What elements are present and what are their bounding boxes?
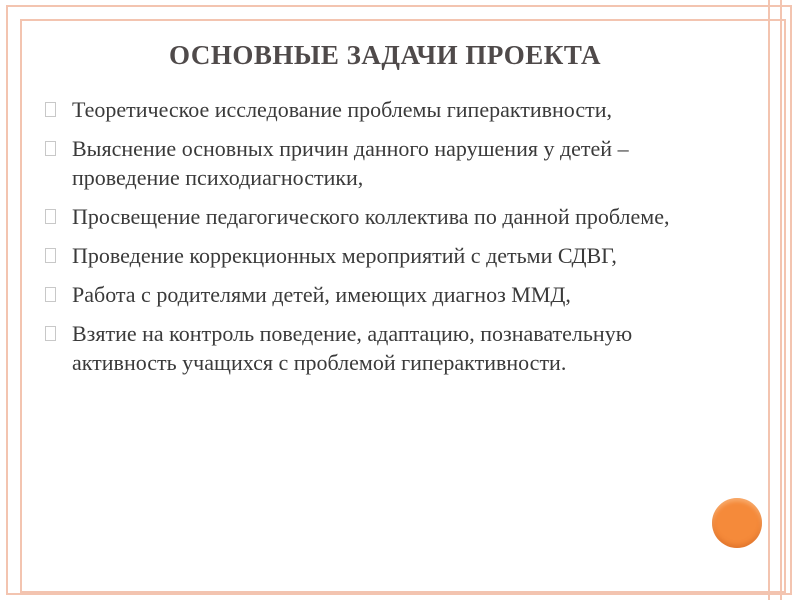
empty-square-bullet-icon	[45, 141, 56, 156]
empty-square-bullet-icon	[45, 102, 56, 117]
empty-square-bullet-icon	[45, 326, 56, 341]
empty-square-bullet-icon	[45, 248, 56, 263]
bullet-text: Выяснение основных причин данного нарушения у детей – проведение психодиагностики,	[72, 136, 629, 190]
bullet-item	[45, 134, 705, 192]
bullet-item	[45, 280, 705, 309]
bullet-item	[45, 319, 705, 377]
slide-title: ОСНОВНЫЕ ЗАДАЧИ ПРОЕКТА	[169, 40, 601, 70]
bullet-list	[45, 95, 705, 387]
bullet-text: Взятие на контроль поведение, адаптацию, познавательную активность учащихся с проблемой гиперактивности.	[72, 321, 633, 375]
bullet-text: Теоретическое исследование проблемы гиперактивности,	[72, 97, 612, 122]
bullet-item	[45, 241, 705, 270]
orange-circle-icon	[712, 498, 762, 548]
bullet-text: Проведение коррекционных мероприятий с детьми СДВГ,	[72, 243, 617, 268]
bullet-item	[45, 95, 705, 124]
empty-square-bullet-icon	[45, 287, 56, 302]
bullet-item	[45, 202, 705, 231]
empty-square-bullet-icon	[45, 209, 56, 224]
right-rule-line	[780, 0, 782, 600]
right-rule-line	[768, 0, 770, 600]
bullet-text: Работа с родителями детей, имеющих диагноз ММД,	[72, 282, 571, 307]
bullet-text: Просвещение педагогического коллектива по данной проблеме,	[72, 204, 670, 229]
